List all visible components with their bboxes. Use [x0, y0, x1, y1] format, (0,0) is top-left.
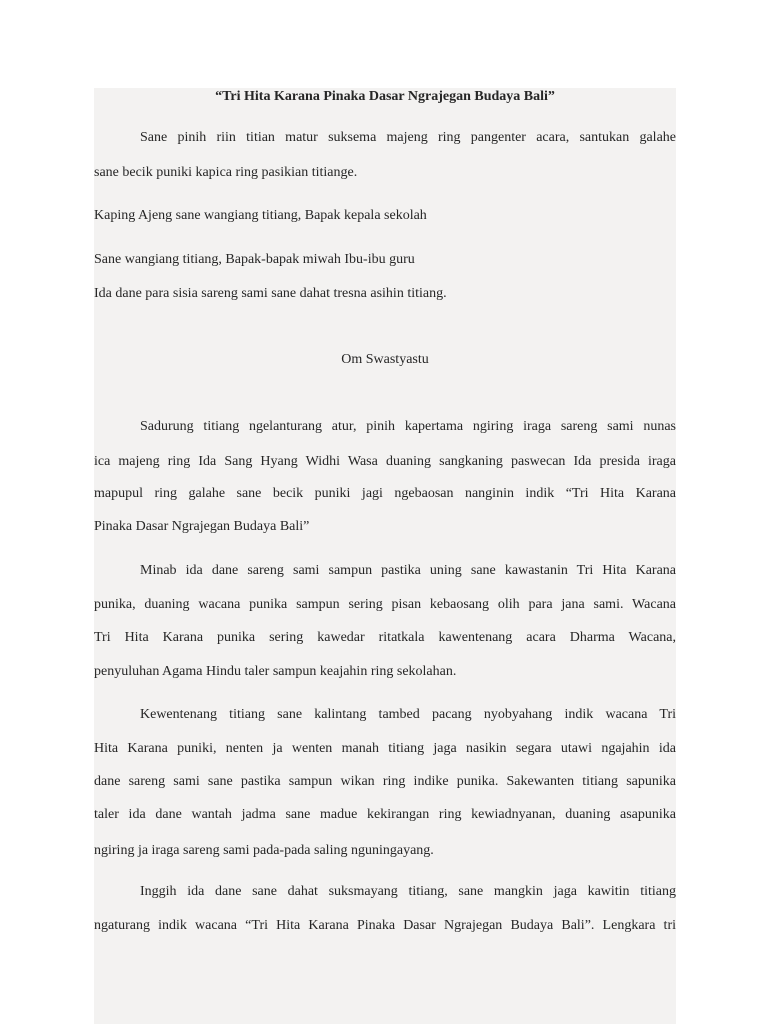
para3-line-3: dane sareng sami sane pastika sampun wikan ring indike punika. Sakewanten titiang sapunika	[94, 774, 676, 789]
salutation-teachers: Sane wangiang titiang, Bapak-bapak miwah Ibu-ibu guru	[94, 252, 415, 267]
para1-line-2: ica majeng ring Ida Sang Hyang Widhi Wasa duaning sangkaning paswecan Ida presida iraga	[94, 454, 676, 469]
para1-line-4: Pinaka Dasar Ngrajegan Budaya Bali”	[94, 519, 310, 534]
para3-line-5: ngiring ja iraga sareng sami pada-pada saling nguningayang.	[94, 843, 434, 858]
opening-line-2: sane becik puniki kapica ring pasikian titiange.	[94, 165, 358, 180]
para1-line-3: mapupul ring galahe sane becik puniki jagi ngebaosan nanginin indik “Tri Hita Karana	[94, 486, 676, 501]
para4-line-2: ngaturang indik wacana “Tri Hita Karana Pinaka Dasar Ngrajegan Budaya Bali”. Lengkara tri	[94, 918, 676, 933]
salutation-principal: Kaping Ajeng sane wangiang titiang, Bapak kepala sekolah	[94, 208, 427, 223]
para3-line-2: Hita Karana puniki, nenten ja wenten manah titiang jaga nasikin segara utawi ngajahin ida	[94, 741, 676, 756]
para3-line-4: taler ida dane wantah jadma sane madue kekirangan ring kewiadnyanan, duaning asapunika	[94, 807, 676, 822]
opening-line-1: Sane pinih riin titian matur suksema majeng ring pangenter acara, santukan galahe	[140, 130, 676, 145]
document-title: “Tri Hita Karana Pinaka Dasar Ngrajegan Budaya Bali”	[215, 89, 555, 104]
para2-line-4: penyuluhan Agama Hindu taler sampun keajahin ring sekolahan.	[94, 664, 457, 679]
salutation-students: Ida dane para sisia sareng sami sane dahat tresna asihin titiang.	[94, 286, 447, 301]
greeting: Om Swastyastu	[341, 352, 429, 367]
para1-line-1: Sadurung titiang ngelanturang atur, pinih kapertama ngiring iraga sareng sami nunas	[140, 419, 676, 434]
para2-line-1: Minab ida dane sareng sami sampun pastika uning sane kawastanin Tri Hita Karana	[140, 563, 676, 578]
para2-line-2: punika, duaning wacana punika sampun sering pisan kebaosang olih para jana sami. Wacana	[94, 597, 676, 612]
para3-line-1: Kewentenang titiang sane kalintang tambed pacang nyobyahang indik wacana Tri	[140, 707, 676, 722]
para2-line-3: Tri Hita Karana punika sering kawedar ritatkala kawentenang acara Dharma Wacana,	[94, 630, 676, 645]
para4-line-1: Inggih ida dane sane dahat suksmayang titiang, sane mangkin jaga kawitin titiang	[140, 884, 676, 899]
